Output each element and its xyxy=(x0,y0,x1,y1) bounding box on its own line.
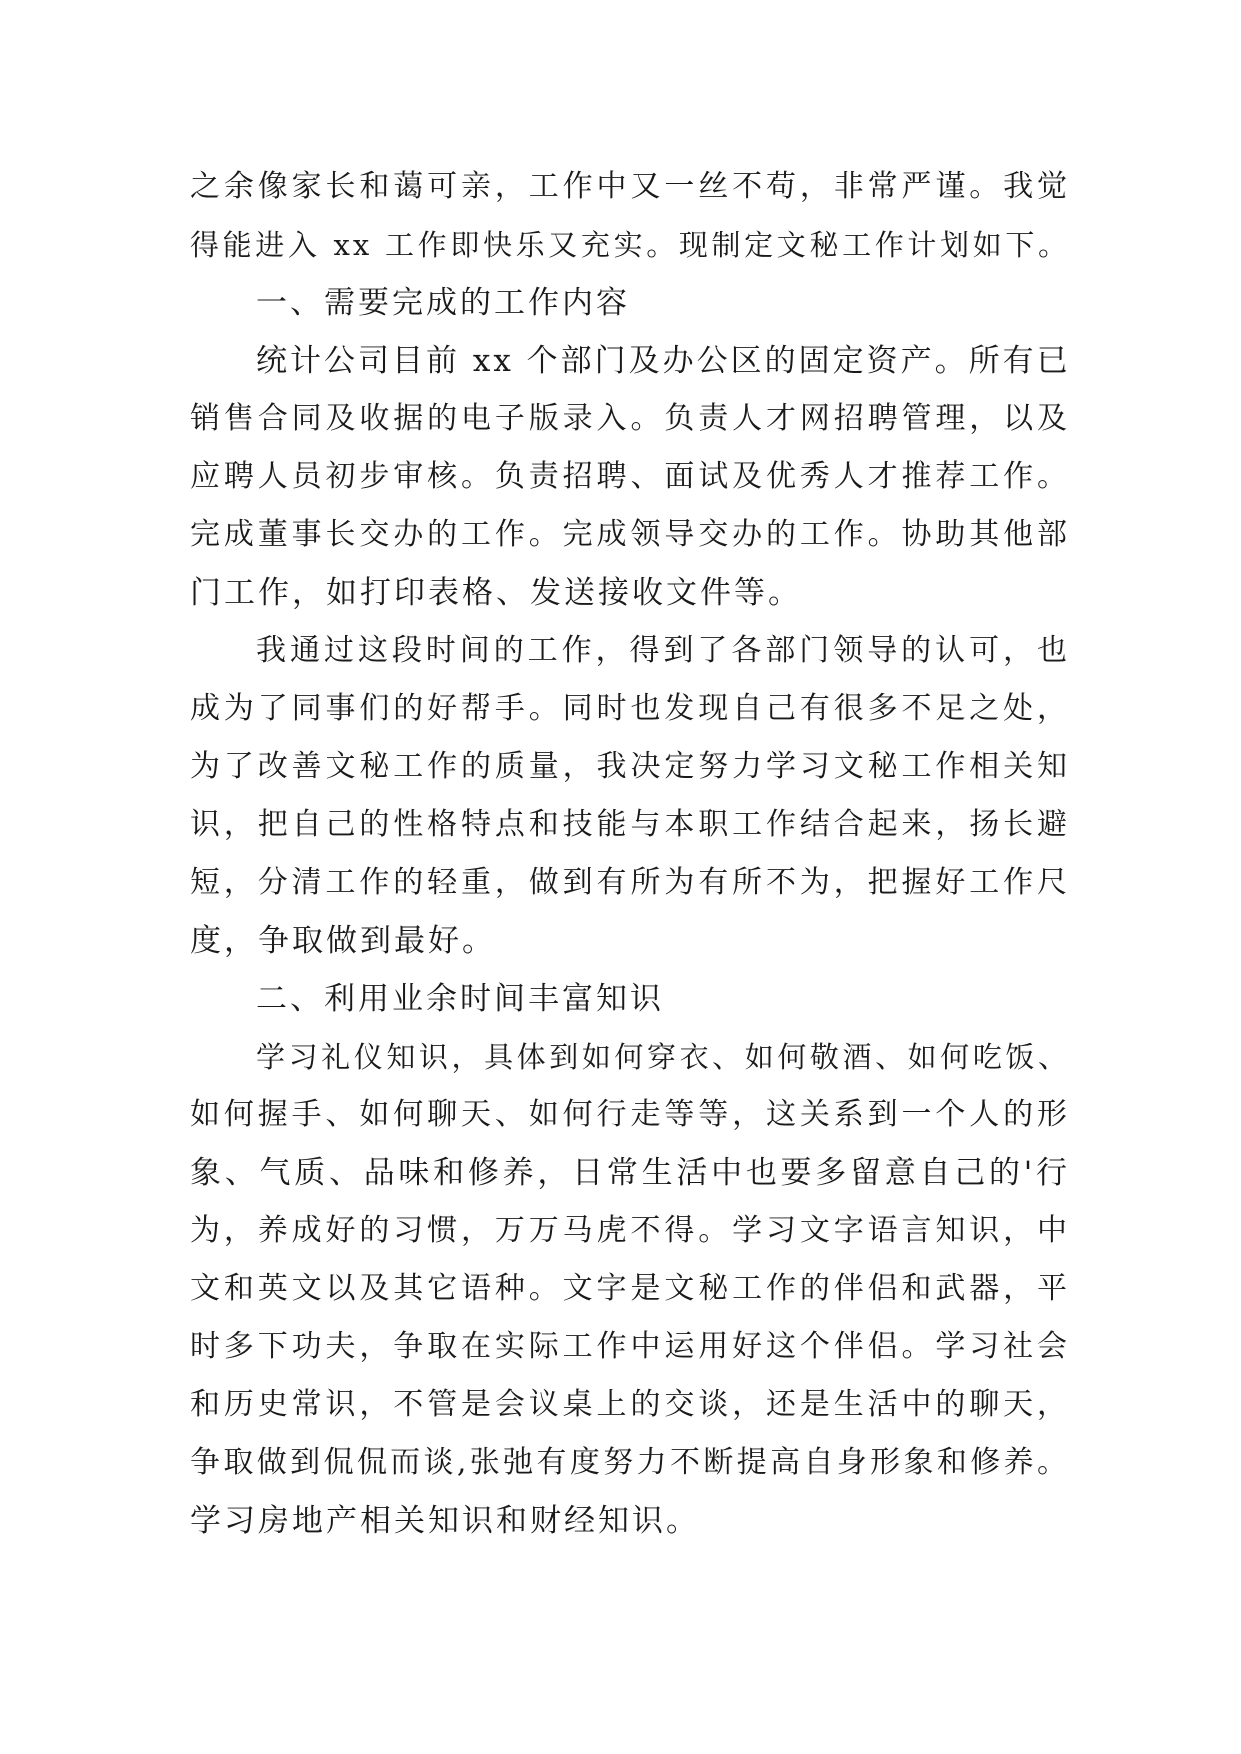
text-line: 统计公司目前 xx 个部门及办公区的固定资产。所有已 xyxy=(256,343,1071,379)
text-line: 为，养成好的习惯，万万马虎不得。学习文字语言知识，中 xyxy=(190,1213,1070,1248)
text-line: 短，分清工作的轻重，做到有所为有所不为，把握好工作尺 xyxy=(190,865,1070,900)
text-line: 争取做到侃侃而谈,张弛有度努力不断提高自身形象和修养。 xyxy=(190,1445,1070,1480)
text-line: 学习礼仪知识，具体到如何穿衣、如何敬酒、如何吃饭、 xyxy=(256,1040,1070,1074)
text-line: 之余像家长和蔼可亲，工作中又一丝不苟，非常严谨。我觉 xyxy=(190,169,1070,204)
text-line: 应聘人员初步审核。负责招聘、面试及优秀人才推荐工作。 xyxy=(190,459,1070,494)
text-line: 学习房地产相关知识和财经知识。 xyxy=(190,1503,700,1539)
text-line: 时多下功夫，争取在实际工作中运用好这个伴侣。学习社会 xyxy=(190,1329,1070,1364)
section-heading: 一、需要完成的工作内容 xyxy=(256,285,630,321)
text-line: 文和英文以及其它语种。文字是文秘工作的伴侣和武器，平 xyxy=(190,1271,1070,1306)
text-line: 得能进入 xx 工作即快乐又充实。现制定文秘工作计划如下。 xyxy=(190,228,1070,262)
text-line: 度，争取做到最好。 xyxy=(190,923,496,959)
text-line: 象、气质、品味和修养，日常生活中也要多留意自己的'行 xyxy=(190,1155,1070,1191)
section-heading: 二、利用业余时间丰富知识 xyxy=(256,981,664,1017)
text-line: 我通过这段时间的工作，得到了各部门领导的认可，也 xyxy=(256,633,1070,668)
text-line: 销售合同及收据的电子版录入。负责人才网招聘管理，以及 xyxy=(190,401,1070,436)
text-line: 如何握手、如何聊天、如何行走等等，这关系到一个人的形 xyxy=(190,1097,1070,1132)
text-line: 成为了同事们的好帮手。同时也发现自己有很多不足之处， xyxy=(190,691,1070,726)
text-line: 门工作，如打印表格、发送接收文件等。 xyxy=(190,575,802,611)
text-line: 完成董事长交办的工作。完成领导交办的工作。协助其他部 xyxy=(190,517,1070,552)
text-line: 为了改善文秘工作的质量，我决定努力学习文秘工作相关知 xyxy=(190,749,1070,784)
text-line: 识，把自己的性格特点和技能与本职工作结合起来，扬长避 xyxy=(190,807,1070,842)
document-body xyxy=(190,158,1070,1550)
text-line: 和历史常识，不管是会议桌上的交谈，还是生活中的聊天， xyxy=(190,1387,1070,1422)
